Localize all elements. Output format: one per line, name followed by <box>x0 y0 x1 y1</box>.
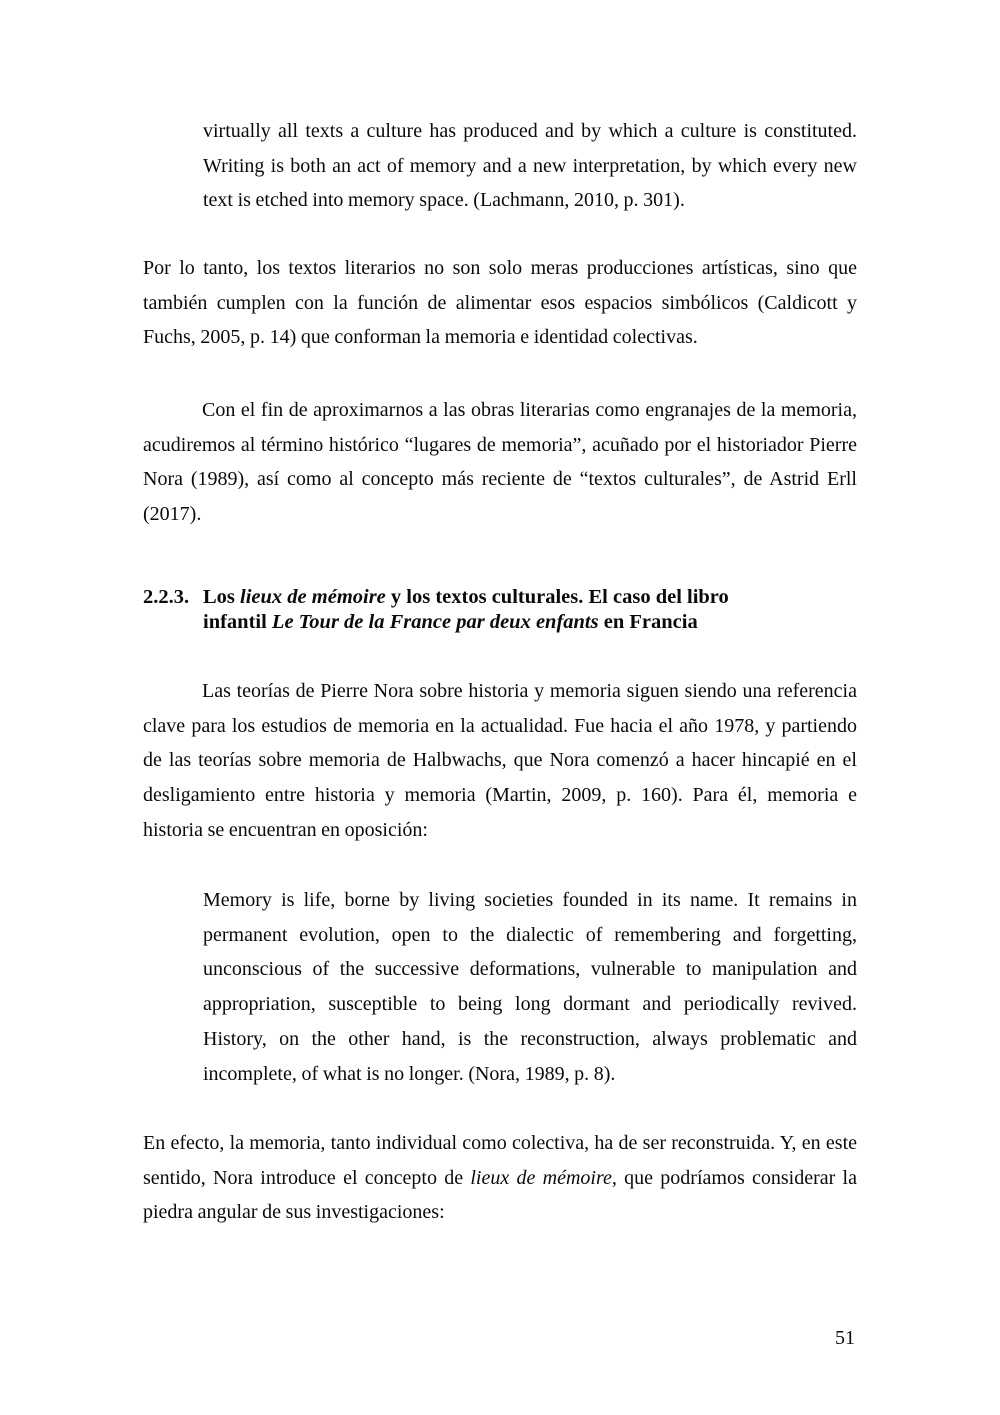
page-number: 51 <box>835 1327 855 1349</box>
paragraph-en-efecto <box>143 1126 857 1230</box>
paragraph-las-teorias: Las teorías de Pierre Nora sobre historia y memoria siguen siendo una referencia clave para los estudios de memoria en la actualidad. Fue hacia el año 1978, y partiendo de las teorías sobre memoria de Halbwachs, que Nora comenzó a hacer hincapié en el desligamiento entre historia y memoria (Martin, 2009, p. 160). Para él, memoria e historia se encuentran en oposición: <box>143 680 857 841</box>
paragraph-text: , que podríamos considerar la piedra angular de sus investigaciones: <box>143 1166 857 1224</box>
section-heading <box>143 585 857 634</box>
section-heading-line-2 <box>203 610 857 635</box>
paragraph-italic-term: lieux de mémoire <box>470 1166 612 1189</box>
paragraph-text: En efecto, la memoria, tanto individual como colectiva, ha de ser reconstruida. Y, en este sentido, Nora introduce el concepto de <box>143 1132 857 1189</box>
section-heading-number: 2.2.3. <box>143 586 190 608</box>
section-heading-text: en Francia <box>598 610 698 633</box>
section-heading-text: Los <box>203 586 241 608</box>
paragraph-por-lo-tanto: Por lo tanto, los textos literarios no son solo meras producciones artísticas, sino que también cumplen con la función de alimentar esos espacios simbólicos (Caldicott y Fuchs, 2005, p. 14) que conforman la memoria e identidad colectivas. <box>143 257 857 349</box>
blockquote-nora: Memory is life, borne by living societies founded in its name. It remains in permanent evolution, open to the dialectic of remembering and forgetting, unconscious of the successive deformations, vulnerable to manipulation and appropriation, susceptible to being long dormant and periodically revived. History, on the other hand, is the reconstruction, always problematic and incomplete, of what is no longer. (Nora, 1989, p. 8). <box>203 889 857 1085</box>
section-heading-line-1 <box>143 585 857 610</box>
section-heading-text: y los textos culturales. El caso del libro <box>385 586 729 608</box>
blockquote-lachmann: virtually all texts a culture has produced and by which a culture is constituted. Writing is both an act of memory and a new interpretation, by which every new text is etched into memory space. (Lachmann, 2010, p. 301). <box>203 120 857 212</box>
section-heading-italic-title: Le Tour de la France par deux enfants <box>271 610 599 633</box>
section-heading-text: infantil <box>203 610 272 633</box>
paragraph-con-el-fin: Con el fin de aproximarnos a las obras literarias como engranajes de la memoria, acudiremos al término histórico “lugares de memoria”, acuñado por el historiador Pierre Nora (1989), así como al concepto más reciente de “textos culturales”, de Astrid Erll (2017). <box>143 399 857 526</box>
section-heading-italic-title: lieux de mémoire <box>240 586 386 608</box>
